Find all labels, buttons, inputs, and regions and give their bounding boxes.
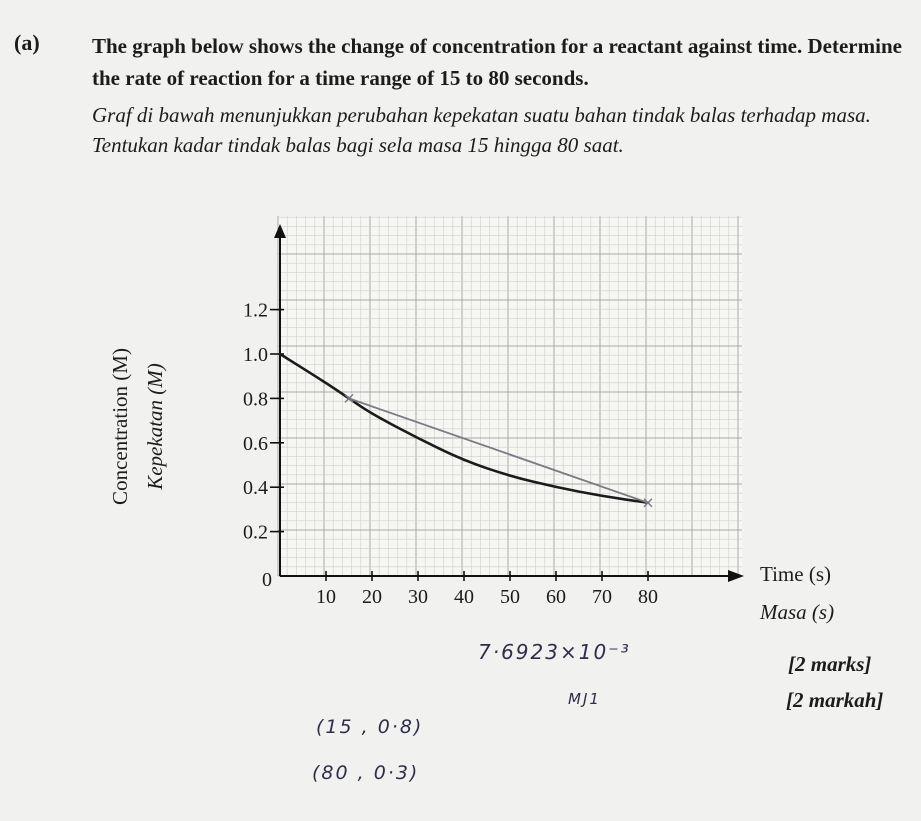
x-tick-label-50: 50 xyxy=(500,586,520,608)
data-point-20 xyxy=(371,413,373,415)
question-text-malay: Graf di bawah menunjukkan perubahan kepekatan suatu bahan tindak balas terhadap masa. Tentukan kadar tindak balas bagi sela masa 15 hingga 80 saat. xyxy=(92,103,871,157)
data-point-60 xyxy=(555,486,557,488)
data-point-30 xyxy=(417,438,419,440)
data-point-0 xyxy=(279,353,281,355)
handwritten-point-1: (15 , 0·8) xyxy=(316,716,424,738)
handwritten-initials: MJ1 xyxy=(568,690,601,708)
data-point-10 xyxy=(325,382,327,384)
data-point-70 xyxy=(601,495,603,497)
x-tick-label-70: 70 xyxy=(592,586,612,608)
origin-label: 0 xyxy=(262,569,272,591)
y-tick-label-1.2: 1.2 xyxy=(243,299,268,322)
x-tick-label-20: 20 xyxy=(362,586,382,608)
y-tick-label-0.4: 0.4 xyxy=(243,477,268,500)
question-label: (a) xyxy=(14,30,40,55)
y-axis-label-malay: Kepekatan (M) xyxy=(142,363,167,490)
x-tick-label-10: 10 xyxy=(316,586,336,608)
handwritten-answer: 7·6923×10⁻³ xyxy=(478,640,631,664)
x-tick-label-80: 80 xyxy=(638,586,658,608)
x-axis-label-malay: Masa (s) xyxy=(760,600,835,624)
y-axis-label-english: Concentration (M) xyxy=(107,348,132,505)
data-point-40 xyxy=(463,460,465,462)
y-tick-label-0.2: 0.2 xyxy=(243,521,268,544)
x-axis-label-english: Time (s) xyxy=(760,562,831,586)
x-tick-label-30: 30 xyxy=(408,586,428,608)
y-tick-label-0.8: 0.8 xyxy=(243,388,268,411)
handwritten-point-2: (80 , 0·3) xyxy=(312,762,420,784)
y-tick-label-1.0: 1.0 xyxy=(243,344,268,366)
y-tick-label-0.6: 0.6 xyxy=(243,432,268,455)
question-text-english: The graph below shows the change of concentration for a reactant against time. Determine the rate of reaction for a time range of 15 to 80 seconds. xyxy=(92,34,902,90)
x-tick-label-60: 60 xyxy=(546,586,566,608)
marks-malay: [2 markah] xyxy=(786,688,884,712)
data-point-50 xyxy=(509,475,511,477)
marks-english: [2 marks] xyxy=(788,652,872,676)
x-tick-label-40: 40 xyxy=(454,586,474,608)
